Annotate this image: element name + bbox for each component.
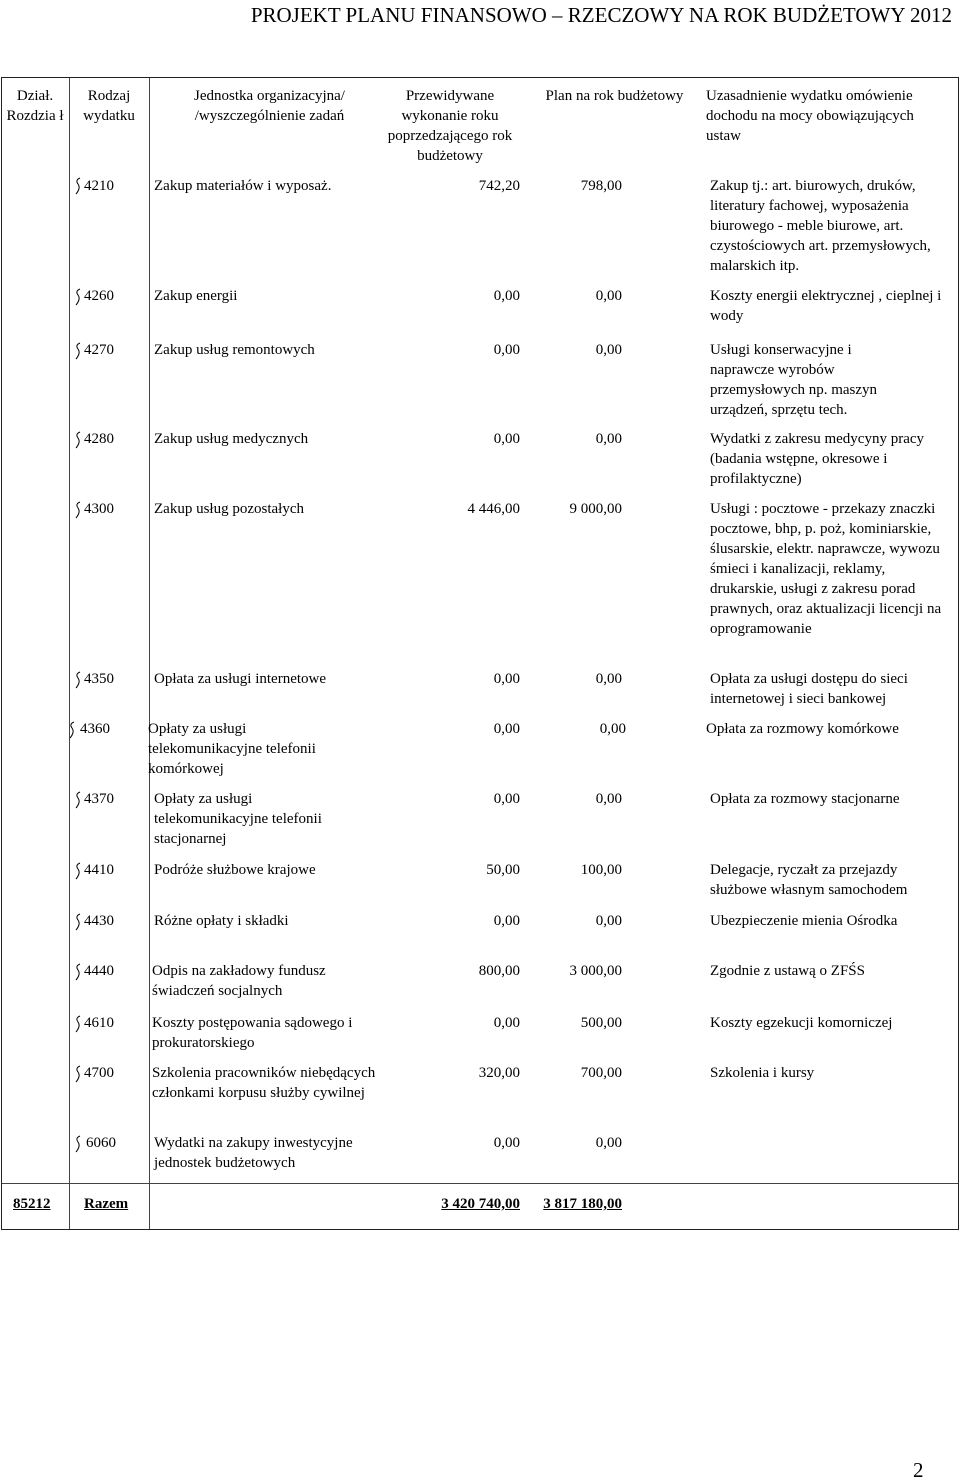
row-code: 4260 [84,288,114,304]
row-plan: 0,00 [595,671,622,687]
row-prev: 320,00 [478,1065,520,1081]
row-code: 4610 [84,1015,114,1031]
row-desc: Delegacje, ryczałt za przejazdy służbowe własnym samochodem [710,862,908,898]
row-prev: 0,00 [493,288,520,304]
row-desc: Usługi : pocztowe - przekazy znaczki pocztowe, bhp, p. poż, kominiarskie, ślusarskie, elektr. naprawcze, wywozu śmieci i kanalizacji, reklamy, drukarskie, usługi z zakresu porad prawnych, oraz aktualizacji licencji na oprogramowanie [710,501,942,637]
row-name: Opłaty za usługi telekomunikacyjne telefonii stacjonarnej [154,791,322,847]
row-name: Zakup usług pozostałych [154,501,304,517]
section-mark-icon [74,791,82,809]
row-plan: 9 000,00 [569,501,622,517]
row-prev: 0,00 [493,791,520,807]
header-jednostka: Jednostka organizacyjna/ /wyszczególnienie zadań [194,88,345,124]
row-code: 4280 [84,431,114,447]
row-name: Wydatki na zakupy inwestycyjne jednostek budżetowych [154,1135,353,1171]
row-name: Koszty postępowania sądowego i prokuratorskiego [152,1015,353,1051]
row-plan: 0,00 [599,721,626,737]
row-name: Opłata za usługi internetowe [154,671,327,687]
header-uzasadnienie: Uzasadnienie wydatku omówienie dochodu na mocy obowiązujących ustaw [706,88,914,144]
section-mark-icon [74,913,82,931]
column-divider [149,78,150,1229]
row-name: Opłaty za usługi telekomunikacyjne telefonii komórkowej [148,721,316,777]
row-code: 4350 [84,671,114,687]
row-desc: Ubezpieczenie mienia Ośrodka [710,913,898,929]
total-plan: 3 817 180,00 [543,1196,622,1212]
page-number: 2 [913,1458,924,1482]
row-prev: 742,20 [478,178,520,194]
row-name: Podróże służbowe krajowe [154,862,316,878]
row-desc: Wydatki z zakresu medycyny pracy (badania wstępne, okresowe i profilaktyczne) [710,431,925,487]
row-prev: 0,00 [493,913,520,929]
row-plan: 0,00 [595,288,622,304]
header-rodzaj: Rodzaj wydatku [83,88,135,124]
row-plan: 0,00 [595,1135,622,1151]
row-desc: Opłata za rozmowy komórkowe [706,721,899,737]
row-plan: 100,00 [580,862,622,878]
row-plan: 0,00 [595,342,622,358]
row-code: 4300 [84,501,114,517]
row-desc: Opłata za usługi dostępu do sieci internetowej i sieci bankowej [710,671,908,707]
section-mark-icon [74,177,82,195]
column-divider [69,78,70,1229]
section-mark-icon [74,671,82,689]
row-name: Szkolenia pracowników niebędących członkami korpusu służby cywilnej [152,1065,376,1101]
row-desc: Koszty energii elektrycznej , cieplnej i wody [710,288,942,324]
row-plan: 0,00 [595,431,622,447]
row-prev: 50,00 [486,862,520,878]
row-prev: 0,00 [493,1135,520,1151]
row-prev: 0,00 [493,1015,520,1031]
row-code: 4210 [84,178,114,194]
row-code: 4360 [80,721,110,737]
total-dzial: 85212 [13,1196,51,1212]
row-desc: Szkolenia i kursy [710,1065,815,1081]
row-code: 4270 [84,342,114,358]
row-code: 4700 [84,1065,114,1081]
row-prev: 0,00 [493,671,520,687]
header-przewidywane: Przewidywane wykonanie roku poprzedzającego rok budżetowy [387,88,513,164]
row-code: 4410 [84,862,114,878]
row-desc: Koszty egzekucji komorniczej [710,1015,893,1031]
section-mark-icon [68,721,76,739]
row-code: 4430 [84,913,114,929]
row-desc: Opłata za rozmowy stacjonarne [710,791,900,807]
section-mark-icon [74,342,82,360]
row-plan: 700,00 [580,1065,622,1081]
document-title: PROJEKT PLANU FINANSOWO – RZECZOWY NA ROK BUDŻETOWY 2012 [250,3,952,27]
row-name: Odpis na zakładowy fundusz świadczeń socjalnych [152,963,326,999]
row-desc: Zgodnie z ustawą o ZFŚS [710,963,865,979]
row-name: Zakup energii [154,288,238,304]
row-name: Różne opłaty i składki [154,913,289,929]
section-mark-icon [74,1135,82,1153]
section-mark-icon [74,431,82,449]
row-code: 4440 [84,963,114,979]
row-code: 4370 [84,791,114,807]
header-dzial: Dział. Rozdzia ł [6,88,64,124]
finance-table [1,77,959,1230]
row-plan: 0,00 [595,791,622,807]
section-mark-icon [74,1015,82,1033]
header-plan: Plan na rok budżetowy [545,88,684,104]
total-prev: 3 420 740,00 [441,1196,520,1212]
total-label: Razem [84,1196,129,1212]
row-prev: 0,00 [493,431,520,447]
row-prev: 0,00 [493,342,520,358]
total-divider [2,1183,958,1184]
row-name: Zakup usług remontowych [154,342,315,358]
row-plan: 0,00 [595,913,622,929]
section-mark-icon [74,288,82,306]
row-plan: 3 000,00 [569,963,622,979]
row-desc: Zakup tj.: art. biurowych, druków, literatury fachowej, wyposażenia biurowego - meble biurowe, art. czystościowych art. przemysłowych, malarskich itp. [710,178,931,274]
row-prev: 0,00 [493,721,520,737]
row-plan: 798,00 [580,178,622,194]
row-name: Zakup usług medycznych [154,431,309,447]
row-prev: 4 446,00 [467,501,520,517]
section-mark-icon [74,862,82,880]
row-desc: Usługi konserwacyjne i naprawcze wyrobów przemysłowych np. maszyn urządzeń, sprzętu tech. [710,342,878,418]
section-mark-icon [74,501,82,519]
section-mark-icon [74,963,82,981]
row-name: Zakup materiałów i wyposaż. [154,178,332,194]
row-code: 6060 [86,1135,116,1151]
section-mark-icon [74,1065,82,1083]
row-plan: 500,00 [580,1015,622,1031]
row-prev: 800,00 [478,963,520,979]
